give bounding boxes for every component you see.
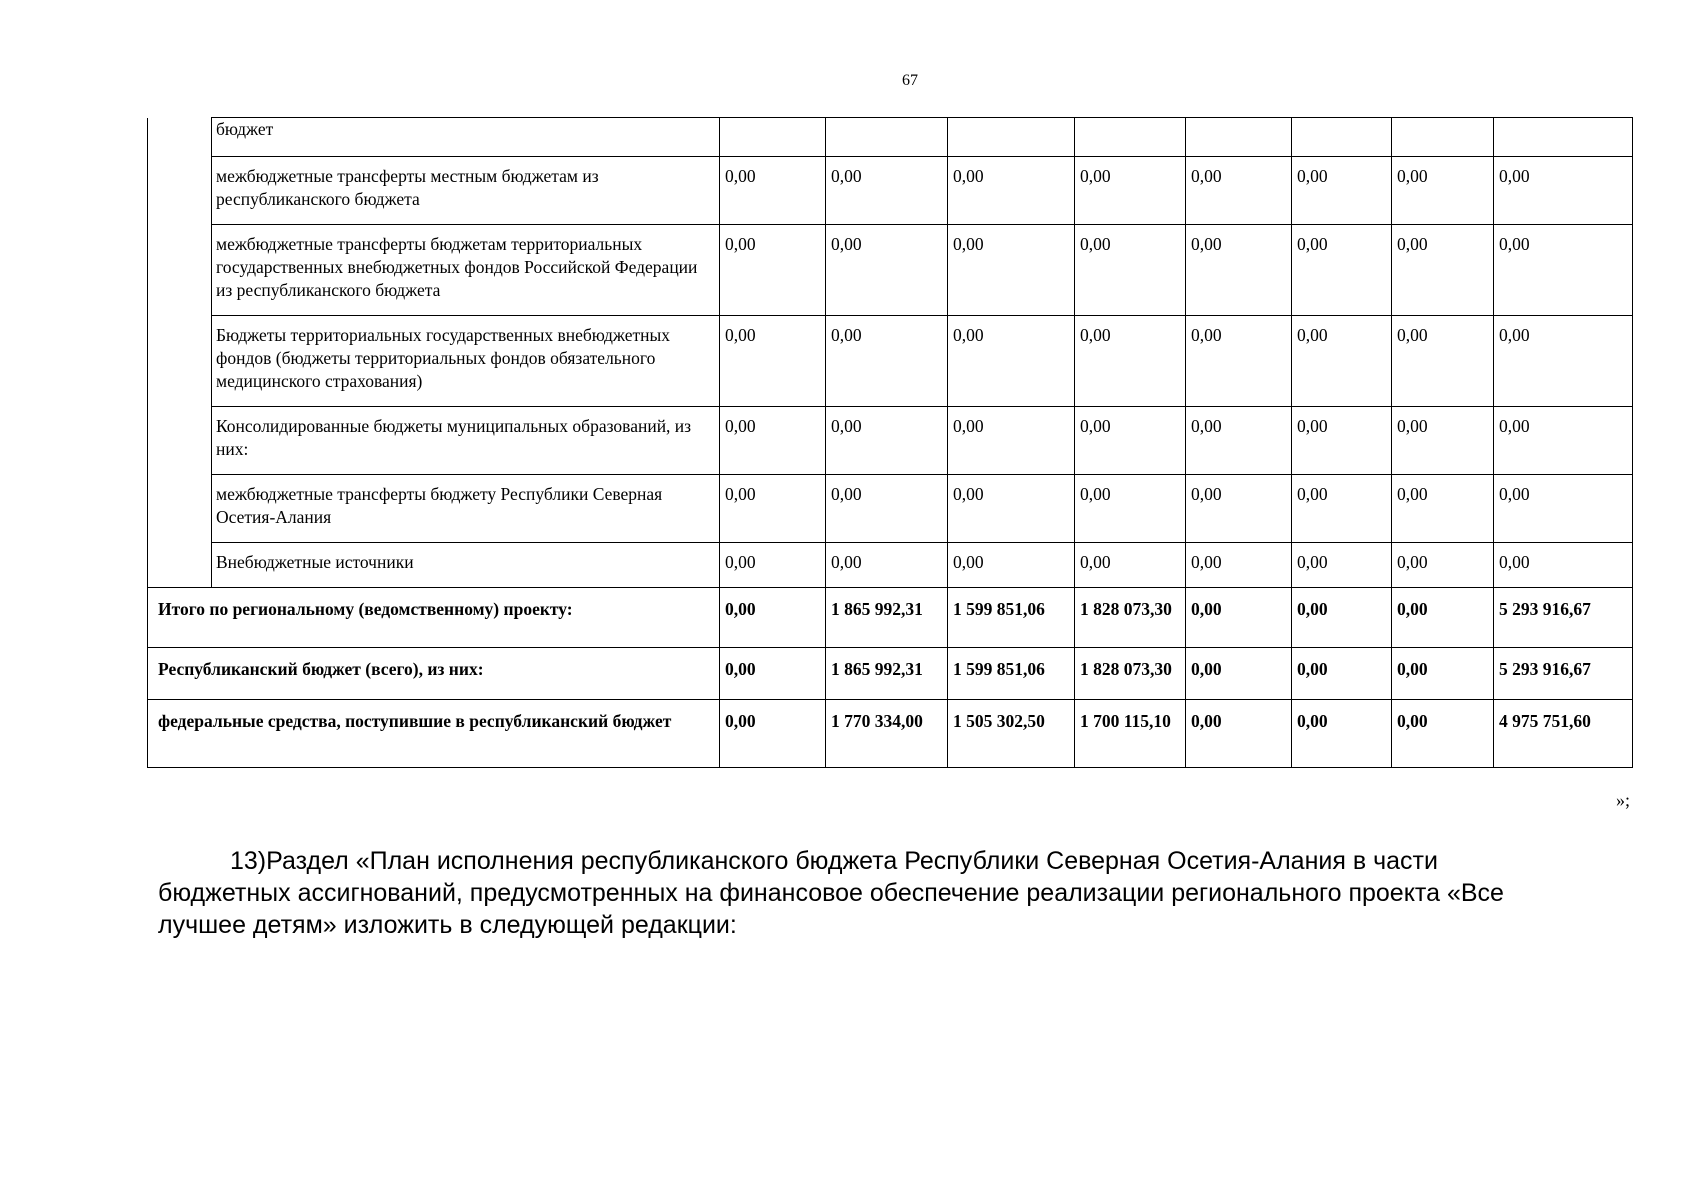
value-cell: 0,00 (826, 475, 948, 543)
total-value-cell: 1 599 851,06 (948, 648, 1075, 700)
value-cell (720, 118, 826, 157)
value-cell: 0,00 (720, 316, 826, 407)
total-value-cell: 1 828 073,30 (1075, 588, 1186, 648)
total-value-cell: 1 599 851,06 (948, 588, 1075, 648)
total-value-cell: 0,00 (1392, 700, 1494, 768)
value-cell: 0,00 (1494, 225, 1633, 316)
value-cell: 0,00 (1292, 316, 1392, 407)
value-cell: 0,00 (1292, 225, 1392, 316)
table-row (148, 543, 1633, 588)
page-number: 67 (902, 72, 918, 89)
total-value-cell: 0,00 (1392, 588, 1494, 648)
total-row-label: Республиканский бюджет (всего), из них: (148, 648, 720, 700)
value-cell: 0,00 (1186, 543, 1292, 588)
value-cell: 0,00 (1392, 407, 1494, 475)
budget-table (147, 117, 1633, 768)
value-cell: 0,00 (1186, 316, 1292, 407)
total-value-cell: 0,00 (1186, 648, 1292, 700)
total-value-cell: 1 865 992,31 (826, 648, 948, 700)
total-value-cell: 1 865 992,31 (826, 588, 948, 648)
total-row (148, 700, 1633, 768)
value-cell: 0,00 (1075, 157, 1186, 225)
value-cell: 0,00 (1494, 475, 1633, 543)
value-cell: 0,00 (1075, 407, 1186, 475)
value-cell: 0,00 (1392, 543, 1494, 588)
value-cell: 0,00 (720, 157, 826, 225)
value-cell: 0,00 (826, 316, 948, 407)
total-value-cell: 0,00 (720, 700, 826, 768)
row-group-stub-cell (148, 118, 212, 588)
value-cell: 0,00 (948, 475, 1075, 543)
value-cell: 0,00 (948, 543, 1075, 588)
value-cell: 0,00 (1494, 407, 1633, 475)
value-cell: 0,00 (1494, 316, 1633, 407)
value-cell (948, 118, 1075, 157)
total-value-cell: 5 293 916,67 (1494, 648, 1633, 700)
row-label: Консолидированные бюджеты муниципальных образований, из них: (212, 407, 720, 475)
row-label: бюджет (212, 118, 720, 157)
value-cell: 0,00 (1392, 157, 1494, 225)
value-cell: 0,00 (1075, 225, 1186, 316)
total-value-cell: 1 770 334,00 (826, 700, 948, 768)
row-label: межбюджетные трансферты бюджету Республики Северная Осетия-Алания (212, 475, 720, 543)
value-cell: 0,00 (720, 225, 826, 316)
row-label: Внебюджетные источники (212, 543, 720, 588)
value-cell: 0,00 (720, 407, 826, 475)
total-value-cell: 1 505 302,50 (948, 700, 1075, 768)
value-cell (1494, 118, 1633, 157)
table-row (148, 407, 1633, 475)
total-value-cell: 4 975 751,60 (1494, 700, 1633, 768)
table-row (148, 157, 1633, 225)
closing-quote-mark: »; (1615, 790, 1630, 810)
total-value-cell: 1 828 073,30 (1075, 648, 1186, 700)
value-cell: 0,00 (1392, 475, 1494, 543)
row-label: межбюджетные трансферты местным бюджетам из республиканского бюджета (212, 157, 720, 225)
value-cell: 0,00 (1392, 316, 1494, 407)
value-cell: 0,00 (1186, 157, 1292, 225)
value-cell: 0,00 (1494, 157, 1633, 225)
total-value-cell: 0,00 (1292, 700, 1392, 768)
value-cell: 0,00 (1186, 407, 1292, 475)
table-row (148, 118, 1633, 157)
table-row (148, 225, 1633, 316)
total-value-cell: 5 293 916,67 (1494, 588, 1633, 648)
total-value-cell: 0,00 (720, 588, 826, 648)
row-label: межбюджетные трансферты бюджетам территориальных государственных внебюджетных фондов Российской Федерации из республиканского бюджета (212, 225, 720, 316)
table-row (148, 475, 1633, 543)
total-value-cell: 0,00 (720, 648, 826, 700)
value-cell: 0,00 (720, 475, 826, 543)
value-cell (1292, 118, 1392, 157)
value-cell: 0,00 (826, 157, 948, 225)
value-cell: 0,00 (948, 225, 1075, 316)
value-cell: 0,00 (1392, 225, 1494, 316)
value-cell: 0,00 (1186, 475, 1292, 543)
value-cell: 0,00 (1292, 543, 1392, 588)
value-cell: 0,00 (1494, 543, 1633, 588)
amendment-paragraph: 13)Раздел «План исполнения республиканского бюджета Республики Северная Осетия-Алания в части бюджетных ассигнований, предусмотренных на финансовое обеспечение реализации регионального проекта «Все лучшее детям» изложить в следующей редакции: (158, 847, 1504, 939)
row-label: Бюджеты территориальных государственных внебюджетных фондов (бюджеты территориальных фондов обязательного медицинского страхования) (212, 316, 720, 407)
value-cell: 0,00 (1292, 475, 1392, 543)
value-cell: 0,00 (826, 407, 948, 475)
value-cell: 0,00 (948, 407, 1075, 475)
value-cell: 0,00 (720, 543, 826, 588)
value-cell: 0,00 (1075, 543, 1186, 588)
total-value-cell: 0,00 (1292, 648, 1392, 700)
total-row-label: Итого по региональному (ведомственному) проекту: (148, 588, 720, 648)
total-value-cell: 0,00 (1392, 648, 1494, 700)
total-value-cell: 0,00 (1186, 588, 1292, 648)
value-cell: 0,00 (1292, 407, 1392, 475)
value-cell: 0,00 (1075, 316, 1186, 407)
value-cell (1075, 118, 1186, 157)
value-cell: 0,00 (826, 225, 948, 316)
total-row (148, 648, 1633, 700)
total-row-label: федеральные средства, поступившие в республиканский бюджет (148, 700, 720, 768)
value-cell: 0,00 (1186, 225, 1292, 316)
value-cell (1392, 118, 1494, 157)
value-cell (1186, 118, 1292, 157)
total-value-cell: 0,00 (1186, 700, 1292, 768)
total-value-cell: 0,00 (1292, 588, 1392, 648)
value-cell: 0,00 (1292, 157, 1392, 225)
value-cell: 0,00 (948, 157, 1075, 225)
value-cell (826, 118, 948, 157)
table-row (148, 316, 1633, 407)
total-value-cell: 1 700 115,10 (1075, 700, 1186, 768)
value-cell: 0,00 (1075, 475, 1186, 543)
value-cell: 0,00 (948, 316, 1075, 407)
value-cell: 0,00 (826, 543, 948, 588)
total-row (148, 588, 1633, 648)
